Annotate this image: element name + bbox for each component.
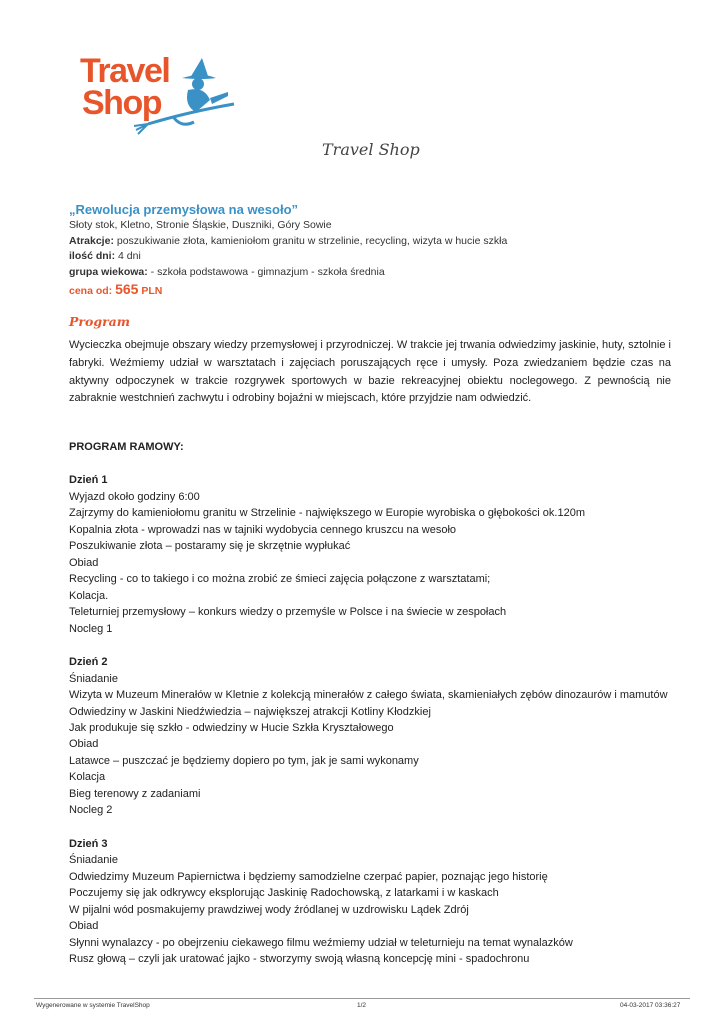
footer-page-number: 1/2 <box>357 1002 367 1009</box>
days-label: ilość dni: <box>69 250 116 263</box>
logo-line1: Travel <box>80 52 170 90</box>
program-item: Nocleg 1 <box>69 622 113 635</box>
program-item: Słynni wynalazcy - po obejrzeniu ciekawego filmu weźmiemy udział w teleturnieju na temat wynalazków <box>69 936 573 949</box>
program-item: Odwiedziny w Jaskini Niedźwiedzia – największej atrakcji Kotliny Kłodzkiej <box>69 705 431 718</box>
footer-generated-by: Wygenerowane w systemie TravelShop <box>36 1002 150 1009</box>
program-item: Teleturniej przemysłowy – konkurs wiedzy o przemyśle w Polsce i na świecie w zespołach <box>69 606 507 619</box>
program-item: Rusz głową – czyli jak uratować jajko - stworzymy swoją własną koncepcję mini - spadochronu <box>69 953 530 966</box>
program-item: Śniadanie <box>69 854 118 867</box>
program-item: Bieg terenowy z zadaniami <box>69 787 201 800</box>
trip-description: Wycieczka obejmuje obszary wiedzy przemysłowej i przyrodniczej. W trakcie jej trwania odwiedzimy jaskinie, huty, sztolnie i fabryki. Weźmiemy udział w warsztatach i zajęciach poruszających ręce i umysły. Poza zwiedzaniem będzie czas na aktywny odpoczynek w trakcie rozgrywek sportowych w bazie rekreacyjnej obiektu noclegowego. Z pewnością nie zabraknie westchnień zachwytu i odrobiny bojaźni w miejscach, które przyjdzie nam odwiedzić. <box>69 339 671 405</box>
trip-days <box>69 249 671 265</box>
program-item: Wizyta w Muzeum Minerałów w Kletnie z kolekcją minerałów z całego świata, skamieniałych zębów dinozaurów i mamutów <box>69 689 668 702</box>
day-1 <box>69 472 671 637</box>
trip-title: „Rewolucja przemysłowa na wesoło” <box>69 202 299 217</box>
trip-age-group <box>69 265 671 281</box>
price-currency: PLN <box>138 285 163 298</box>
program-item: Wyjazd około godziny 6:00 <box>69 490 200 503</box>
price-label: cena od: <box>69 285 116 298</box>
program-item: Nocleg 2 <box>69 804 113 817</box>
program-item: Poczujemy się jak odkrywcy eksplorując Jaskinię Radochowską, z latarkami i w kaskach <box>69 887 499 900</box>
logo-line2: Shop <box>82 84 161 122</box>
trip-attractions <box>69 234 671 250</box>
program-item: Kopalnia złota - wprowadzi nas w tajniki wydobycia cennego kruszcu na wesoło <box>69 523 457 536</box>
age-value: - szkoła podstawowa - gimnazjum - szkoła średnia <box>147 265 385 278</box>
program-item: Latawce – puszczać je będziemy dopiero po tym, jak je sami wykonamy <box>69 754 419 767</box>
trip-price <box>69 280 671 300</box>
footer-divider <box>34 998 690 999</box>
program-item: W pijalni wód posmakujemy prawdziwej wody źródlanej w uzdrowisku Lądek Zdrój <box>69 903 469 916</box>
program-item: Recycling - co to takiego i co można zrobić ze śmieci zajęcia połączone z warsztatami; <box>69 573 491 586</box>
travel-shop-logo <box>78 52 238 140</box>
company-name: Travel Shop <box>322 140 420 159</box>
program-section-title: Program <box>69 314 130 330</box>
attractions-value: poszukiwanie złota, kamieniołom granitu w strzelinie, recycling, wizyta w hucie szkła <box>113 234 508 247</box>
program-item: Obiad <box>69 556 99 569</box>
day-3 <box>69 836 671 968</box>
program-item: Odwiedzimy Muzeum Papiernictwa i będziemy samodzielne czerpać papier, poznając jego historię <box>69 870 548 883</box>
day-title: Dzień 3 <box>69 837 108 850</box>
trip-places: Słoty stok, Kletno, Stronie Śląskie, Duszniki, Góry Sowie <box>69 219 332 231</box>
program-heading: PROGRAM RAMOWY: <box>69 441 184 454</box>
program-item: Jak produkuje się szkło - odwiedziny w Hucie Szkła Kryształowego <box>69 722 394 735</box>
days-value: 4 dni <box>115 250 141 263</box>
program-item: Poszukiwanie złota – postaramy się je skrzętnie wypłukać <box>69 540 351 553</box>
price-amount: 565 <box>115 281 139 298</box>
program-item: Kolacja. <box>69 589 109 602</box>
day-2 <box>69 654 671 819</box>
day-title: Dzień 1 <box>69 474 108 487</box>
age-label: grupa wiekowa: <box>69 265 148 278</box>
day-title: Dzień 2 <box>69 655 108 668</box>
main-content <box>69 202 671 968</box>
footer-timestamp: 04-03-2017 03:36:27 <box>620 1002 681 1009</box>
program-item: Kolacja <box>69 771 106 784</box>
program-item: Zajrzymy do kamieniołomu granitu w Strzelinie - największego w Europie wyrobiska o głębokości ok.120m <box>69 507 586 520</box>
program-item: Obiad <box>69 738 99 751</box>
attractions-label: Atrakcje: <box>69 234 114 247</box>
program-item: Obiad <box>69 920 99 933</box>
program-item: Śniadanie <box>69 672 118 685</box>
